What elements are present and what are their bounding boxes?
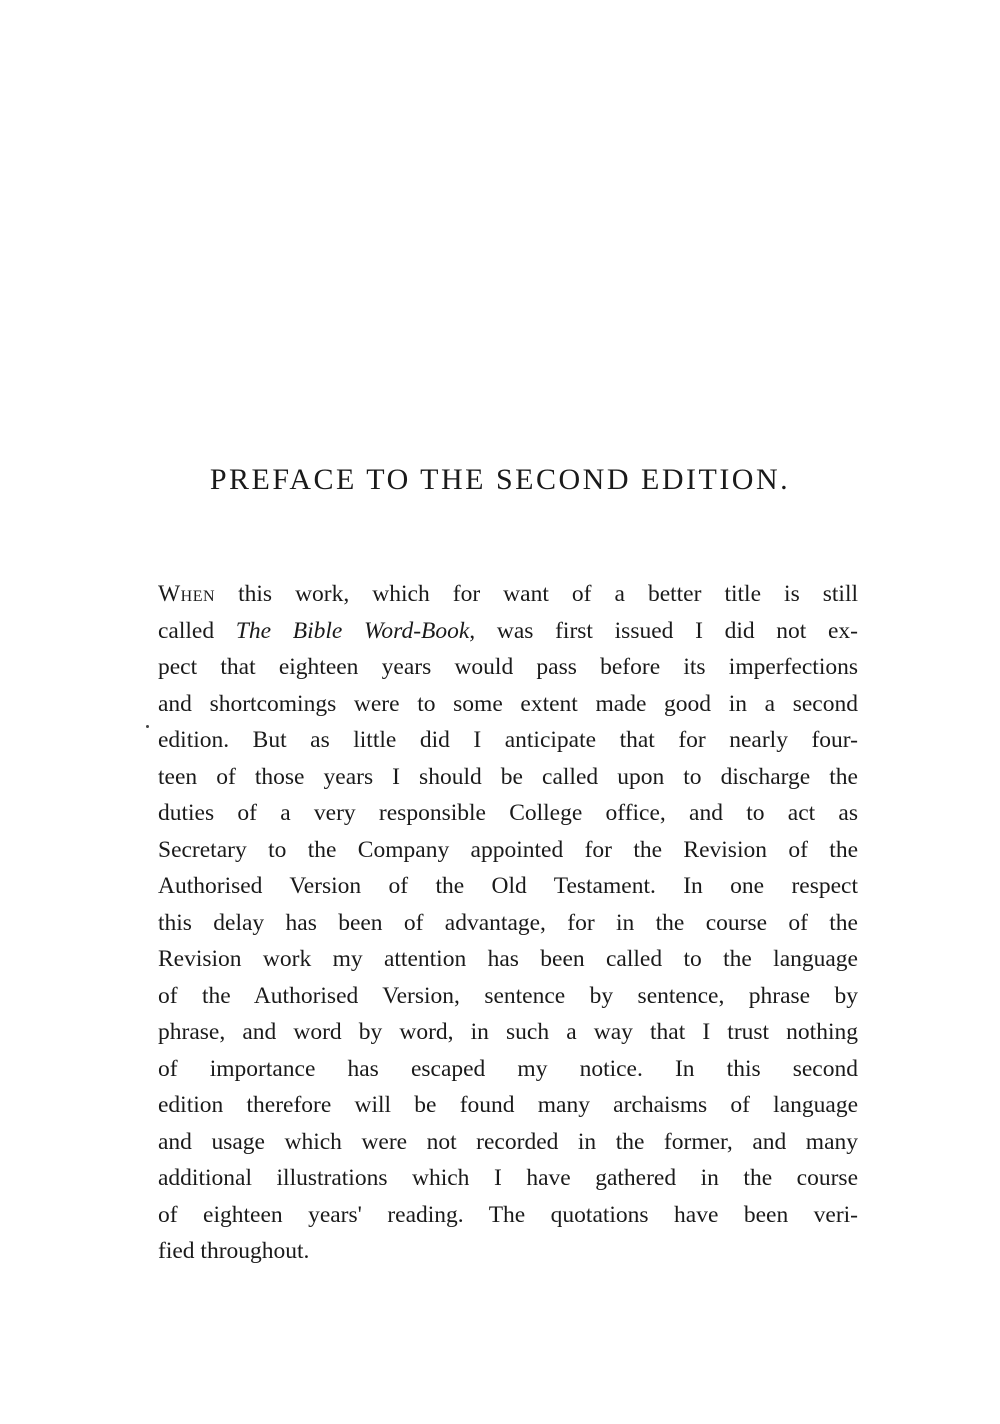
paragraph-line: Authorised Version of the Old Testament. In one respect <box>158 873 858 899</box>
paragraph-line: phrase, and word by word, in such a way that I trust nothing <box>158 1019 858 1045</box>
opening-word: When <box>158 581 216 607</box>
paragraph-line: edition therefore will be found many archaisms of language <box>158 1092 858 1118</box>
preface-paragraph <box>158 576 858 1270</box>
paragraph-line: duties of a very responsible College office, and to act as <box>158 800 858 826</box>
paragraph-line: of eighteen years' reading. The quotations have been veri- <box>158 1201 858 1228</box>
page-heading: PREFACE TO THE SECOND EDITION. <box>209 463 791 496</box>
paragraph-line: and shortcomings were to some extent made good in a second <box>158 690 858 717</box>
line-text: this work, which for want of a better title is still <box>238 581 858 607</box>
paragraph-line: of the Authorised Version, sentence by sentence, phrase by <box>158 982 858 1009</box>
paragraph-line: additional illustrations which I have gathered in the course <box>158 1165 858 1191</box>
paragraph-line: of importance has escaped my notice. In this second <box>158 1055 858 1082</box>
line-text: was first issued I did not ex- <box>496 617 859 644</box>
paragraph-line: and usage which were not recorded in the former, and many <box>158 1128 858 1155</box>
paragraph-line-last: fied throughout. <box>158 1238 310 1264</box>
line-text: called <box>158 617 215 644</box>
paragraph-line: this delay has been of advantage, for in the course of the <box>158 909 858 936</box>
paragraph-line: Secretary to the Company appointed for the Revision of the <box>158 836 858 863</box>
paragraph-line <box>158 576 858 613</box>
paragraph-line: Revision work my attention has been called to the language <box>158 946 858 972</box>
paragraph-line: pect that eighteen years would pass before its imperfections <box>158 654 858 680</box>
book-title: The Bible Word-Book, <box>235 617 476 644</box>
paragraph-line: teen of those years I should be called upon to discharge the <box>158 763 858 790</box>
paragraph-line <box>158 613 858 650</box>
margin-mark <box>146 725 149 728</box>
paragraph-line: edition. But as little did I anticipate that for nearly four- <box>158 727 858 753</box>
